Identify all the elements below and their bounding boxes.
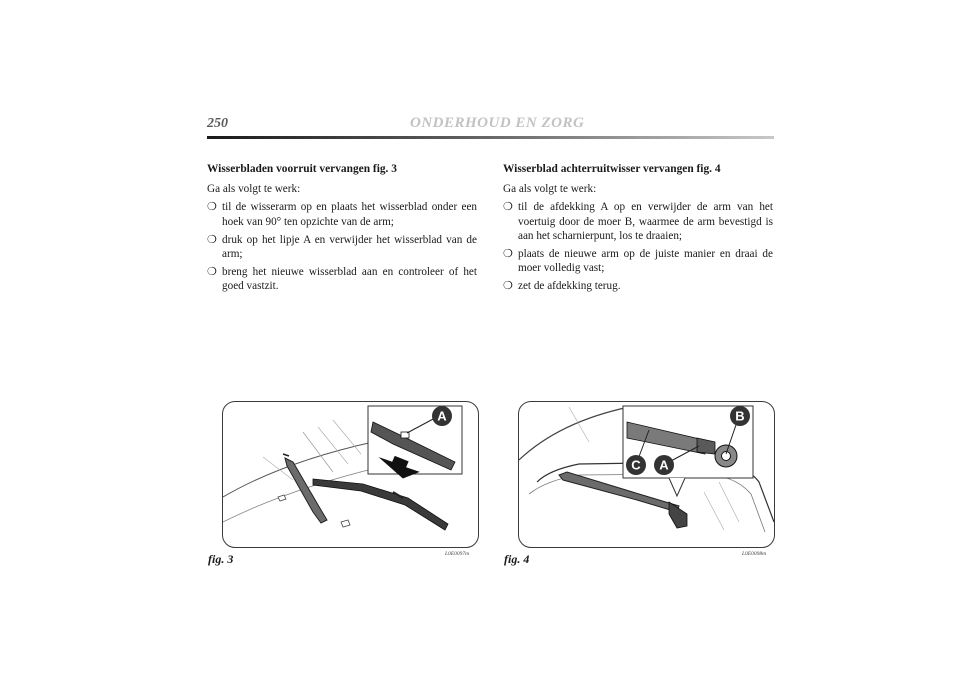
wiper-arm-shape bbox=[313, 479, 448, 530]
step-text: til de afdekking A op en verwijder de arm van het voertuig door de moer B, waarmee de arm bevestigd is aan het scharnierpunt, los te draaien; bbox=[518, 201, 773, 242]
circle-bullet-icon: ❍ bbox=[503, 248, 513, 261]
section-title: ONDERHOUD EN ZORG bbox=[410, 115, 585, 131]
callout-a-label: A bbox=[437, 408, 447, 424]
right-intro: Ga als volgt te werk: bbox=[503, 183, 597, 196]
figure-4-code: L0E0098m bbox=[742, 551, 767, 557]
step-text: druk op het lipje A en verwijder het wisserblad van de arm; bbox=[222, 233, 477, 261]
rear-window-edge bbox=[519, 407, 629, 460]
figure-4-illustration bbox=[518, 401, 775, 548]
washer-nozzle-shape bbox=[278, 495, 286, 501]
glass-reflection-line bbox=[333, 420, 361, 454]
circle-bullet-icon: ❍ bbox=[207, 201, 217, 214]
left-heading: Wisserbladen voorruit vervangen fig. 3 bbox=[207, 163, 397, 175]
circle-bullet-icon: ❍ bbox=[503, 280, 513, 293]
windscreen-wiper-drawing bbox=[223, 402, 478, 547]
list-item bbox=[503, 200, 773, 243]
glass-reflection-line bbox=[704, 492, 724, 530]
list-item bbox=[207, 265, 477, 293]
page-number: 250 bbox=[207, 116, 228, 131]
list-item bbox=[207, 233, 477, 261]
left-steps bbox=[207, 200, 477, 293]
left-column bbox=[207, 162, 477, 298]
glass-reflection-line bbox=[719, 482, 739, 522]
washer-nozzle-shape bbox=[341, 520, 350, 527]
figure-4-caption: fig. 4 bbox=[504, 552, 530, 566]
glass-reflection-line bbox=[303, 432, 333, 472]
wiper-blade-tip bbox=[283, 454, 289, 456]
step-text: zet de afdekking terug. bbox=[518, 280, 621, 293]
right-steps bbox=[503, 200, 773, 293]
right-heading: Wisserblad achterruitwisser vervangen fig. 4 bbox=[503, 163, 721, 175]
rear-wiper-drawing bbox=[519, 402, 774, 547]
circle-bullet-icon: ❍ bbox=[503, 201, 513, 214]
inset-pointer-shape bbox=[669, 478, 685, 496]
list-item bbox=[503, 279, 773, 293]
list-item bbox=[207, 200, 477, 228]
step-text: plaats de nieuwe arm op de juiste manier en draai de moer volledig vast; bbox=[518, 248, 773, 275]
glass-reflection-line bbox=[569, 407, 589, 442]
figure-3-caption: fig. 3 bbox=[208, 552, 234, 566]
callout-c-label: C bbox=[631, 457, 641, 473]
left-intro: Ga als volgt te werk: bbox=[207, 183, 301, 196]
right-column bbox=[503, 162, 773, 298]
callout-a-label: A bbox=[659, 457, 669, 473]
list-item bbox=[503, 247, 773, 275]
figure-3-code: L0E0097m bbox=[445, 551, 470, 557]
step-text: til de wisserarm op en plaats het wisserblad onder een hoek van 90° ten opzichte van de arm; bbox=[222, 201, 477, 228]
header-divider bbox=[207, 136, 774, 139]
step-text: breng het nieuwe wisserblad aan en controleer of het goed vastzit. bbox=[222, 266, 477, 293]
wiper-blade-shape bbox=[285, 458, 327, 523]
figure-3-illustration bbox=[222, 401, 479, 548]
callout-b-label: B bbox=[735, 408, 745, 424]
circle-bullet-icon: ❍ bbox=[207, 233, 217, 246]
circle-bullet-icon: ❍ bbox=[207, 266, 217, 279]
